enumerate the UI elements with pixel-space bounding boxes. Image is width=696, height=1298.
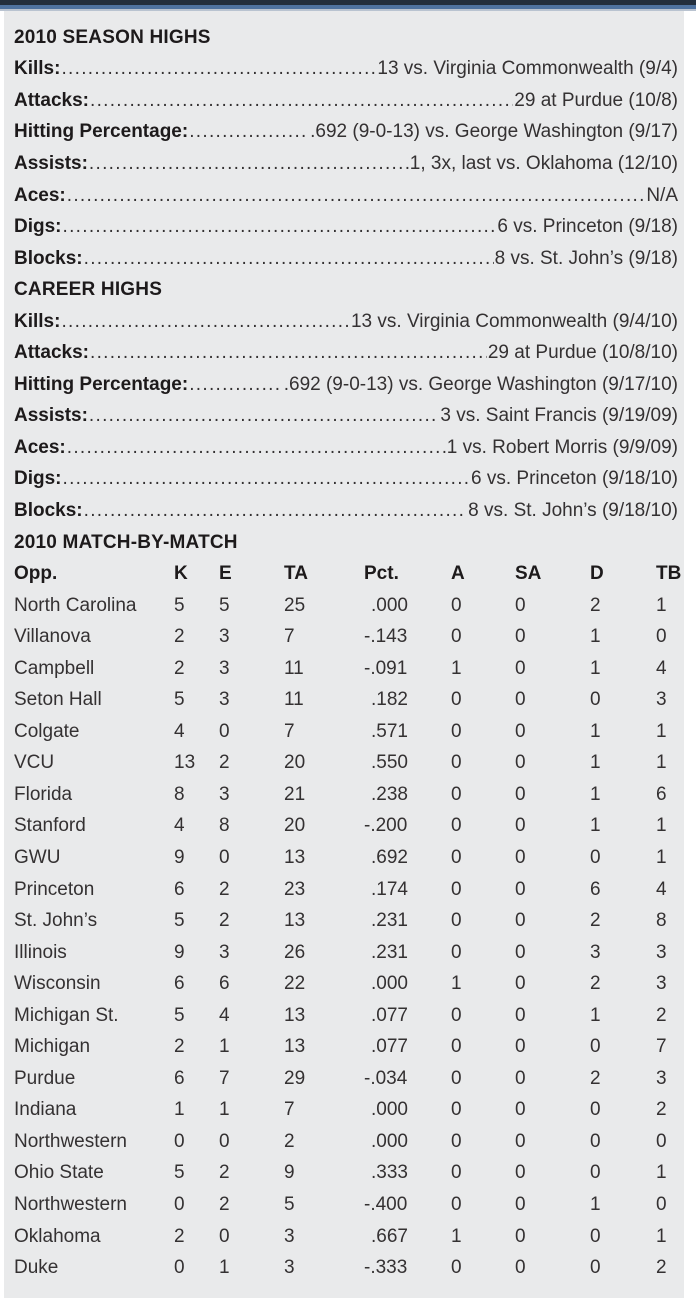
- high-label: Kills:: [14, 58, 61, 80]
- high-row: [14, 148, 680, 180]
- stat-cell: 2: [219, 1194, 230, 1215]
- leader-dots: [67, 437, 446, 459]
- stat-cell: 0: [590, 1130, 601, 1152]
- stat-cell: 0: [515, 594, 526, 616]
- stat-cell: -.143: [364, 626, 408, 648]
- high-row: [14, 464, 680, 496]
- stat-cell: .000: [371, 1130, 408, 1152]
- stat-cell: 0: [515, 1225, 526, 1247]
- table-row: [14, 937, 680, 969]
- high-value: 6 vs. Princeton (9/18/10): [471, 468, 678, 490]
- stat-cell: 6: [174, 878, 185, 900]
- high-value: 8 vs. St. John’s (9/18/10): [468, 499, 678, 521]
- stat-cell: 0: [219, 720, 230, 742]
- stat-cell: .000: [371, 973, 408, 995]
- stat-cell: 2: [656, 1099, 667, 1121]
- high-value: 29 at Purdue (10/8): [514, 89, 678, 111]
- table-row: [14, 653, 680, 685]
- column-header: TA: [284, 563, 308, 585]
- opponent-cell: Indiana: [14, 1099, 77, 1121]
- stat-cell: 1: [590, 752, 601, 774]
- stat-cell: 21: [284, 783, 306, 805]
- stat-cell: 0: [451, 846, 462, 868]
- stat-cell: 1: [590, 720, 601, 742]
- stat-cell: 4: [656, 878, 667, 900]
- stat-cell: 3: [656, 1067, 667, 1089]
- stat-cell: 8: [656, 910, 667, 932]
- stat-cell: 0: [174, 1130, 185, 1152]
- high-row: [14, 180, 680, 212]
- stat-cell: 0: [515, 1130, 526, 1152]
- stat-cell: -.091: [364, 657, 408, 679]
- stat-cell: 2: [219, 878, 230, 900]
- stat-cell: 9: [174, 846, 185, 868]
- stat-cell: 0: [515, 783, 526, 805]
- table-row: [14, 1126, 680, 1158]
- stat-cell: 1: [590, 1004, 601, 1026]
- stat-cell: 6: [590, 878, 601, 900]
- opponent-cell: St. John’s: [14, 910, 98, 932]
- high-row: [14, 495, 680, 527]
- stat-cell: 2: [174, 1225, 185, 1247]
- stat-cell: 2: [219, 752, 230, 774]
- stat-cell: -.034: [364, 1067, 408, 1089]
- stat-cell: .238: [371, 783, 408, 805]
- stat-cell: 11: [284, 657, 304, 679]
- stat-cell: 0: [451, 720, 462, 742]
- stat-cell: 2: [590, 1067, 601, 1089]
- stat-cell: 0: [515, 1004, 526, 1026]
- leader-dots: [84, 248, 494, 270]
- stat-cell: 0: [451, 1067, 462, 1089]
- stat-cell: 5: [174, 594, 185, 616]
- stat-cell: 1: [656, 815, 667, 837]
- table-row: [14, 1189, 680, 1221]
- stat-cell: 2: [174, 626, 185, 648]
- stat-cell: 1: [219, 1257, 230, 1279]
- stat-cell: 1: [656, 846, 667, 868]
- high-label: Assists:: [14, 405, 88, 427]
- high-row: [14, 306, 680, 338]
- stat-cell: 0: [515, 973, 526, 995]
- stat-cell: 4: [219, 1004, 230, 1026]
- column-header: K: [174, 563, 188, 585]
- opponent-cell: Villanova: [14, 626, 91, 648]
- stat-cell: 0: [656, 1130, 667, 1152]
- stat-cell: 4: [174, 815, 185, 837]
- stat-cell: 2: [284, 1130, 295, 1152]
- table-row: [14, 1221, 680, 1253]
- high-value: 29 at Purdue (10/8/10): [487, 342, 678, 364]
- stat-cell: 0: [656, 1194, 667, 1215]
- stat-cell: 3: [656, 973, 667, 995]
- stat-cell: 20: [284, 752, 306, 774]
- stat-cell: 3: [284, 1225, 295, 1247]
- stat-cell: 0: [451, 1194, 462, 1215]
- stats-panel: [4, 11, 684, 1298]
- stat-cell: 9: [174, 941, 185, 963]
- high-row: [14, 211, 680, 243]
- stat-cell: 1: [219, 1036, 230, 1058]
- stat-cell: 0: [590, 1162, 601, 1184]
- stat-cell: 3: [590, 941, 601, 963]
- stat-cell: 1: [656, 720, 667, 742]
- table-row: [14, 968, 680, 1000]
- leader-dots: [189, 374, 283, 396]
- opponent-cell: VCU: [14, 752, 55, 774]
- stat-cell: 13: [174, 752, 196, 774]
- stat-cell: -.200: [364, 815, 408, 837]
- stat-cell: 0: [515, 1036, 526, 1058]
- opponent-cell: Wisconsin: [14, 973, 101, 995]
- table-row: [14, 1158, 680, 1190]
- high-value: .692 (9-0-13) vs. George Washington (9/17/10): [283, 373, 678, 395]
- stat-cell: 0: [515, 689, 526, 711]
- stat-cell: 6: [174, 973, 185, 995]
- stat-cell: 0: [515, 1162, 526, 1184]
- stat-cell: 11: [284, 689, 304, 711]
- column-header: Pct.: [364, 563, 399, 585]
- stat-cell: 2: [656, 1004, 667, 1026]
- high-label: Attacks:: [14, 89, 89, 111]
- table-row: [14, 905, 680, 937]
- stat-cell: 6: [219, 973, 230, 995]
- table-row: [14, 842, 680, 874]
- high-value: 3 vs. Saint Francis (9/19/09): [440, 405, 678, 427]
- stat-cell: 0: [515, 941, 526, 963]
- high-value: 1 vs. Robert Morris (9/9/09): [446, 436, 678, 458]
- stat-cell: 2: [219, 910, 230, 932]
- stat-cell: 0: [174, 1257, 185, 1279]
- stat-cell: 1: [590, 1194, 601, 1215]
- opponent-cell: Purdue: [14, 1067, 76, 1089]
- stat-cell: 4: [656, 657, 667, 679]
- high-value: N/A: [646, 184, 678, 206]
- opponent-cell: Michigan St.: [14, 1004, 119, 1026]
- opponent-cell: Northwestern: [14, 1130, 127, 1152]
- column-header: E: [219, 563, 232, 585]
- stat-cell: 3: [219, 626, 230, 648]
- stat-cell: 5: [174, 1004, 185, 1026]
- table-row: [14, 779, 680, 811]
- stat-cell: 0: [515, 752, 526, 774]
- stat-cell: 0: [590, 1257, 601, 1279]
- stat-cell: 1: [656, 594, 667, 616]
- stat-cell: 1: [656, 1162, 667, 1184]
- leader-dots: [61, 58, 376, 80]
- stat-cell: 0: [451, 910, 462, 932]
- stat-cell: 13: [284, 1004, 306, 1026]
- leader-dots: [63, 468, 471, 490]
- high-label: Blocks:: [14, 247, 83, 269]
- stat-cell: 0: [451, 752, 462, 774]
- stat-cell: 3: [284, 1257, 295, 1279]
- table-row: [14, 874, 680, 906]
- opponent-cell: GWU: [14, 846, 61, 868]
- stat-cell: .333: [371, 1162, 408, 1184]
- leader-dots: [90, 342, 487, 364]
- high-value: .692 (9-0-13) vs. George Washington (9/17): [310, 121, 678, 143]
- stat-cell: 8: [174, 783, 185, 805]
- stat-cell: 0: [515, 657, 526, 679]
- high-value: 8 vs. St. John’s (9/18): [494, 247, 678, 269]
- column-header: TB: [656, 563, 682, 585]
- stat-cell: 5: [174, 689, 185, 711]
- stat-cell: 0: [451, 1036, 462, 1058]
- stat-cell: 3: [219, 941, 230, 963]
- stat-cell: 2: [174, 1036, 185, 1058]
- section-title-match-by-match: 2010 MATCH-BY-MATCH: [14, 531, 238, 553]
- high-row: [14, 432, 680, 464]
- stat-cell: 20: [284, 815, 306, 837]
- stat-cell: 0: [515, 626, 526, 648]
- stat-cell: 0: [515, 878, 526, 900]
- stat-cell: 0: [451, 689, 462, 711]
- stat-cell: 1: [590, 783, 601, 805]
- section-title: CAREER HIGHS: [14, 279, 163, 301]
- stat-cell: 13: [284, 910, 306, 932]
- stat-cell: 1: [451, 657, 462, 679]
- stat-cell: 1: [590, 815, 601, 837]
- stat-cell: 6: [656, 783, 667, 805]
- high-label: Aces:: [14, 436, 66, 458]
- stat-cell: .000: [371, 1099, 408, 1121]
- stat-cell: 3: [219, 657, 230, 679]
- stat-cell: 0: [515, 846, 526, 868]
- leader-dots: [189, 121, 309, 143]
- opponent-cell: Colgate: [14, 720, 80, 742]
- opponent-cell: Princeton: [14, 878, 95, 900]
- stat-cell: 0: [174, 1194, 185, 1215]
- stat-cell: 2: [590, 910, 601, 932]
- stat-cell: 0: [515, 720, 526, 742]
- stat-cell: 1: [656, 1225, 667, 1247]
- table-row: [14, 1252, 680, 1284]
- high-label: Digs:: [14, 468, 62, 490]
- stat-cell: .667: [371, 1225, 408, 1247]
- stat-cell: 5: [219, 594, 230, 616]
- high-label: Blocks:: [14, 499, 83, 521]
- opponent-cell: Florida: [14, 783, 73, 805]
- stat-cell: 2: [590, 973, 601, 995]
- stat-cell: 1: [219, 1099, 230, 1121]
- stat-cell: 0: [451, 941, 462, 963]
- stat-cell: 1: [451, 1225, 462, 1247]
- stat-cell: 0: [590, 846, 601, 868]
- opponent-cell: Oklahoma: [14, 1225, 101, 1247]
- table-header-row: [14, 558, 680, 590]
- high-row: [14, 54, 680, 86]
- stat-cell: 0: [451, 815, 462, 837]
- high-row: [14, 401, 680, 433]
- high-value: 1, 3x, last vs. Oklahoma (12/10): [409, 152, 678, 174]
- leader-dots: [90, 90, 513, 112]
- stat-cell: 2: [219, 1162, 230, 1184]
- stat-cell: 0: [451, 1162, 462, 1184]
- stat-cell: 1: [656, 752, 667, 774]
- opponent-cell: Northwestern: [14, 1194, 127, 1215]
- section-title: 2010 SEASON HIGHS: [14, 26, 211, 48]
- stat-cell: 7: [219, 1067, 230, 1089]
- stat-cell: 0: [590, 689, 601, 711]
- opponent-cell: North Carolina: [14, 594, 137, 616]
- stat-cell: 0: [590, 1036, 601, 1058]
- stat-cell: 1: [451, 973, 462, 995]
- high-label: Hitting Percentage:: [14, 121, 189, 143]
- stat-cell: 1: [590, 657, 601, 679]
- stat-cell: 1: [590, 626, 601, 648]
- stat-cell: 2: [590, 594, 601, 616]
- stat-cell: 0: [219, 1225, 230, 1247]
- table-row: [14, 1000, 680, 1032]
- stat-cell: 5: [174, 910, 185, 932]
- stat-cell: 0: [515, 1194, 526, 1215]
- stat-cell: 0: [451, 783, 462, 805]
- opponent-cell: Illinois: [14, 941, 67, 963]
- high-value: 13 vs. Virginia Commonwealth (9/4): [377, 58, 678, 80]
- stat-cell: 5: [284, 1194, 295, 1215]
- stat-cell: 7: [656, 1036, 667, 1058]
- table-row: [14, 1063, 680, 1095]
- stat-cell: 7: [284, 1099, 295, 1121]
- stat-cell: .231: [371, 941, 408, 963]
- stat-cell: .231: [371, 910, 408, 932]
- stat-cell: .550: [371, 752, 408, 774]
- high-label: Kills:: [14, 310, 61, 332]
- stat-cell: 5: [174, 1162, 185, 1184]
- stat-cell: 0: [451, 1099, 462, 1121]
- leader-dots: [63, 216, 497, 238]
- stat-cell: 0: [219, 1130, 230, 1152]
- stat-cell: 2: [174, 657, 185, 679]
- stat-cell: 0: [515, 910, 526, 932]
- stat-cell: .077: [371, 1036, 408, 1058]
- opponent-cell: Duke: [14, 1257, 59, 1279]
- high-value: 13 vs. Virginia Commonwealth (9/4/10): [350, 310, 678, 332]
- table-row: [14, 684, 680, 716]
- stat-cell: 22: [284, 973, 306, 995]
- stat-cell: 0: [451, 626, 462, 648]
- stat-cell: .571: [371, 720, 408, 742]
- high-label: Attacks:: [14, 342, 89, 364]
- match-table: [14, 558, 680, 1284]
- stat-cell: 25: [284, 594, 306, 616]
- stat-cell: 0: [451, 1130, 462, 1152]
- stat-cell: .692: [371, 846, 408, 868]
- stat-cell: .182: [371, 689, 408, 711]
- leader-dots: [67, 185, 646, 207]
- leader-dots: [89, 153, 409, 175]
- column-header: SA: [515, 563, 542, 585]
- stat-cell: 13: [284, 1036, 306, 1058]
- high-row: [14, 369, 680, 401]
- high-label: Assists:: [14, 152, 88, 174]
- table-row: [14, 621, 680, 653]
- table-row: [14, 811, 680, 843]
- stat-cell: 1: [174, 1099, 185, 1121]
- stat-cell: 2: [656, 1257, 667, 1279]
- high-label: Aces:: [14, 184, 66, 206]
- high-row: [14, 337, 680, 369]
- high-row: [14, 117, 680, 149]
- stat-cell: 8: [219, 815, 230, 837]
- stat-cell: 0: [515, 1067, 526, 1089]
- stat-cell: 0: [451, 1257, 462, 1279]
- stat-cell: 29: [284, 1067, 306, 1089]
- stat-cell: -.333: [364, 1257, 408, 1279]
- stat-cell: .000: [371, 594, 408, 616]
- stat-cell: .077: [371, 1004, 408, 1026]
- high-label: Digs:: [14, 216, 62, 238]
- column-header: A: [451, 563, 465, 585]
- stat-cell: 7: [284, 626, 295, 648]
- stat-cell: 0: [451, 878, 462, 900]
- high-label: Hitting Percentage:: [14, 373, 189, 395]
- stat-cell: 4: [174, 720, 185, 742]
- opponent-cell: Stanford: [14, 815, 86, 837]
- stat-cell: 0: [219, 846, 230, 868]
- table-row: [14, 590, 680, 622]
- stat-cell: 3: [656, 689, 667, 711]
- table-row: [14, 748, 680, 780]
- stat-cell: 0: [451, 594, 462, 616]
- stat-cell: 0: [451, 1004, 462, 1026]
- high-row: [14, 85, 680, 117]
- leader-dots: [84, 500, 468, 522]
- table-row: [14, 1032, 680, 1064]
- highs-sections: [14, 22, 680, 527]
- stat-cell: 7: [284, 720, 295, 742]
- stat-cell: 3: [219, 689, 230, 711]
- stat-cell: 0: [515, 1099, 526, 1121]
- leader-dots: [61, 311, 350, 333]
- column-header: D: [590, 563, 604, 585]
- opponent-cell: Seton Hall: [14, 689, 102, 711]
- stat-cell: 26: [284, 941, 306, 963]
- top-accent-bar: [0, 0, 696, 11]
- stat-cell: 0: [590, 1099, 601, 1121]
- column-header: Opp.: [14, 563, 58, 585]
- high-row: [14, 243, 680, 275]
- stat-cell: -.400: [364, 1194, 408, 1215]
- leader-dots: [89, 405, 439, 427]
- high-value: 6 vs. Princeton (9/18): [497, 216, 678, 238]
- opponent-cell: Campbell: [14, 657, 95, 679]
- stat-cell: 9: [284, 1162, 295, 1184]
- opponent-cell: Michigan: [14, 1036, 91, 1058]
- table-row: [14, 716, 680, 748]
- stat-cell: 0: [656, 626, 667, 648]
- stat-cell: 3: [219, 783, 230, 805]
- opponent-cell: Ohio State: [14, 1162, 104, 1184]
- stat-cell: 13: [284, 846, 306, 868]
- stat-cell: 23: [284, 878, 306, 900]
- stat-cell: 6: [174, 1067, 185, 1089]
- stat-cell: .174: [371, 878, 408, 900]
- stat-cell: 0: [590, 1225, 601, 1247]
- table-row: [14, 1095, 680, 1127]
- stat-cell: 3: [656, 941, 667, 963]
- stat-cell: 0: [515, 815, 526, 837]
- stat-cell: 0: [515, 1257, 526, 1279]
